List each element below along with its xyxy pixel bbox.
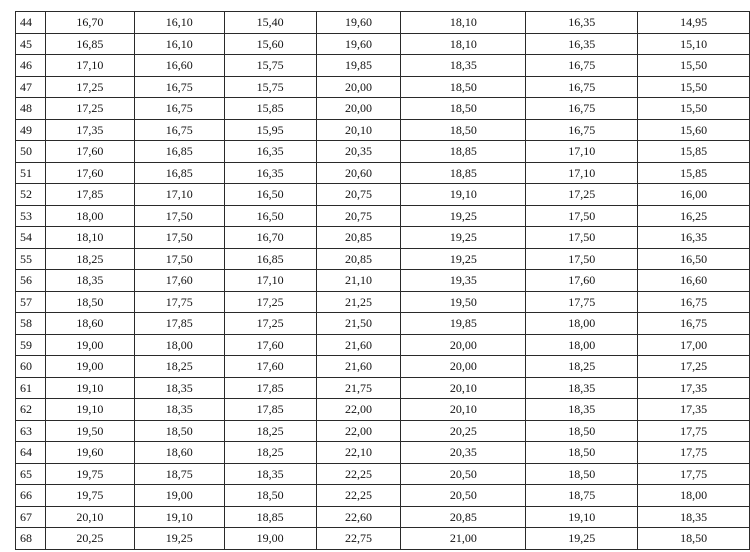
table-row	[16, 55, 750, 77]
table-cell: 17,10	[526, 162, 638, 184]
table-cell: 17,75	[638, 420, 750, 442]
table-cell: 15,40	[224, 12, 316, 34]
table-cell: 19,00	[224, 528, 316, 550]
row-index-cell: 46	[16, 55, 46, 77]
table-cell: 19,10	[526, 506, 638, 528]
table-row	[16, 291, 750, 313]
row-index-cell: 64	[16, 442, 46, 464]
table-row	[16, 76, 750, 98]
row-index-cell: 50	[16, 141, 46, 163]
table-cell: 15,75	[224, 76, 316, 98]
table-row	[16, 162, 750, 184]
table-row	[16, 463, 750, 485]
table-cell: 17,75	[638, 442, 750, 464]
table-cell: 17,75	[638, 463, 750, 485]
table-cell: 21,00	[401, 528, 526, 550]
table-cell: 16,75	[638, 291, 750, 313]
table-cell: 22,75	[316, 528, 401, 550]
table-cell: 18,50	[401, 98, 526, 120]
table-cell: 19,85	[401, 313, 526, 335]
table-cell: 22,60	[316, 506, 401, 528]
table-cell: 18,35	[638, 506, 750, 528]
row-index-cell: 51	[16, 162, 46, 184]
row-index-cell: 59	[16, 334, 46, 356]
table-cell: 19,60	[316, 33, 401, 55]
table-cell: 19,10	[401, 184, 526, 206]
table-body	[16, 12, 750, 550]
table-cell: 17,50	[526, 227, 638, 249]
table-cell: 16,10	[134, 12, 224, 34]
table-cell: 19,50	[45, 420, 134, 442]
table-cell: 20,50	[401, 485, 526, 507]
table-cell: 17,25	[45, 98, 134, 120]
table-cell: 20,85	[316, 248, 401, 270]
table-cell: 20,50	[401, 463, 526, 485]
table-cell: 16,35	[526, 12, 638, 34]
table-cell: 20,10	[401, 399, 526, 421]
table-cell: 20,85	[401, 506, 526, 528]
row-index-cell: 66	[16, 485, 46, 507]
table-cell: 16,85	[134, 162, 224, 184]
row-index-cell: 52	[16, 184, 46, 206]
table-cell: 18,60	[45, 313, 134, 335]
table-cell: 22,10	[316, 442, 401, 464]
table-cell: 18,75	[134, 463, 224, 485]
table-cell: 15,50	[638, 98, 750, 120]
table-cell: 17,25	[224, 313, 316, 335]
table-cell: 20,35	[401, 442, 526, 464]
table-cell: 16,35	[224, 162, 316, 184]
table-cell: 20,00	[401, 356, 526, 378]
table-cell: 18,00	[134, 334, 224, 356]
row-index-cell: 55	[16, 248, 46, 270]
table-cell: 16,50	[638, 248, 750, 270]
row-index-cell: 65	[16, 463, 46, 485]
table-cell: 20,60	[316, 162, 401, 184]
table-cell: 22,25	[316, 463, 401, 485]
table-cell: 17,60	[134, 270, 224, 292]
table-cell: 18,35	[526, 377, 638, 399]
table-cell: 22,25	[316, 485, 401, 507]
table-cell: 17,10	[224, 270, 316, 292]
table-cell: 17,85	[45, 184, 134, 206]
table-cell: 19,00	[134, 485, 224, 507]
table-cell: 16,60	[134, 55, 224, 77]
table-cell: 21,25	[316, 291, 401, 313]
table-cell: 18,10	[45, 227, 134, 249]
table-cell: 15,50	[638, 76, 750, 98]
table-cell: 17,50	[134, 248, 224, 270]
table-cell: 19,25	[401, 205, 526, 227]
table-cell: 19,85	[316, 55, 401, 77]
table-cell: 16,75	[638, 313, 750, 335]
table-cell: 22,00	[316, 399, 401, 421]
table-cell: 16,85	[224, 248, 316, 270]
table-cell: 17,60	[224, 356, 316, 378]
table-cell: 18,25	[134, 356, 224, 378]
table-cell: 16,50	[224, 205, 316, 227]
table-cell: 19,25	[401, 227, 526, 249]
table-cell: 20,00	[316, 76, 401, 98]
table-cell: 18,60	[134, 442, 224, 464]
table-cell: 15,10	[638, 33, 750, 55]
table-cell: 18,00	[45, 205, 134, 227]
table-cell: 17,10	[134, 184, 224, 206]
table-cell: 18,85	[401, 141, 526, 163]
table-cell: 17,25	[638, 356, 750, 378]
table-cell: 21,10	[316, 270, 401, 292]
table-cell: 19,75	[45, 463, 134, 485]
table-cell: 19,10	[45, 399, 134, 421]
table-cell: 15,85	[638, 141, 750, 163]
table-cell: 22,00	[316, 420, 401, 442]
table-cell: 17,60	[526, 270, 638, 292]
table-cell: 17,35	[638, 377, 750, 399]
table-cell: 21,50	[316, 313, 401, 335]
table-cell: 17,10	[526, 141, 638, 163]
table-cell: 17,85	[134, 313, 224, 335]
table-row	[16, 334, 750, 356]
table-cell: 16,70	[224, 227, 316, 249]
table-cell: 17,50	[526, 248, 638, 270]
table-cell: 18,50	[526, 442, 638, 464]
table-cell: 18,50	[526, 463, 638, 485]
table-cell: 15,50	[638, 55, 750, 77]
table-cell: 18,85	[224, 506, 316, 528]
table-cell: 17,25	[526, 184, 638, 206]
table-cell: 17,60	[224, 334, 316, 356]
table-cell: 18,35	[224, 463, 316, 485]
row-index-cell: 67	[16, 506, 46, 528]
row-index-cell: 58	[16, 313, 46, 335]
table-cell: 16,35	[638, 227, 750, 249]
table-row	[16, 12, 750, 34]
table-cell: 15,60	[224, 33, 316, 55]
table-cell: 16,75	[526, 76, 638, 98]
table-cell: 18,00	[526, 313, 638, 335]
table-cell: 18,50	[401, 119, 526, 141]
table-cell: 19,25	[526, 528, 638, 550]
table-cell: 19,00	[45, 356, 134, 378]
row-index-cell: 60	[16, 356, 46, 378]
table-cell: 18,00	[526, 334, 638, 356]
table-row	[16, 313, 750, 335]
table-cell: 20,75	[316, 184, 401, 206]
table-cell: 20,35	[316, 141, 401, 163]
table-cell: 18,35	[526, 399, 638, 421]
row-index-cell: 68	[16, 528, 46, 550]
table-cell: 17,10	[45, 55, 134, 77]
table-cell: 16,35	[526, 33, 638, 55]
table-cell: 16,75	[134, 98, 224, 120]
table-row	[16, 399, 750, 421]
table-cell: 18,50	[134, 420, 224, 442]
table-cell: 15,60	[638, 119, 750, 141]
table-cell: 17,50	[134, 205, 224, 227]
table-cell: 18,50	[638, 528, 750, 550]
table-cell: 15,75	[224, 55, 316, 77]
table-row	[16, 356, 750, 378]
table-cell: 16,75	[134, 119, 224, 141]
table-cell: 19,25	[134, 528, 224, 550]
table-cell: 20,10	[45, 506, 134, 528]
table-cell: 16,85	[134, 141, 224, 163]
document-page	[15, 11, 750, 550]
table-cell: 16,85	[45, 33, 134, 55]
table-cell: 17,75	[134, 291, 224, 313]
table-cell: 17,50	[526, 205, 638, 227]
table-row	[16, 33, 750, 55]
table-cell: 18,25	[224, 420, 316, 442]
table-cell: 16,75	[526, 55, 638, 77]
table-cell: 15,95	[224, 119, 316, 141]
table-cell: 21,60	[316, 356, 401, 378]
table-cell: 18,50	[526, 420, 638, 442]
row-index-cell: 53	[16, 205, 46, 227]
table-row	[16, 98, 750, 120]
table-cell: 16,60	[638, 270, 750, 292]
table-cell: 20,85	[316, 227, 401, 249]
table-cell: 20,25	[45, 528, 134, 550]
table-cell: 18,35	[401, 55, 526, 77]
row-index-cell: 48	[16, 98, 46, 120]
table-cell: 18,00	[638, 485, 750, 507]
table-cell: 18,50	[401, 76, 526, 98]
table-cell: 18,10	[401, 33, 526, 55]
table-cell: 16,75	[526, 119, 638, 141]
table-cell: 17,25	[45, 76, 134, 98]
table-row	[16, 205, 750, 227]
table-cell: 16,75	[526, 98, 638, 120]
table-cell: 19,75	[45, 485, 134, 507]
table-row	[16, 528, 750, 550]
table-cell: 19,50	[401, 291, 526, 313]
table-cell: 18,25	[45, 248, 134, 270]
table-cell: 17,35	[45, 119, 134, 141]
row-index-cell: 61	[16, 377, 46, 399]
table-cell: 20,25	[401, 420, 526, 442]
table-cell: 16,00	[638, 184, 750, 206]
table-row	[16, 377, 750, 399]
row-index-cell: 56	[16, 270, 46, 292]
row-index-cell: 57	[16, 291, 46, 313]
table-cell: 17,85	[224, 377, 316, 399]
table-cell: 17,60	[45, 141, 134, 163]
table-cell: 19,25	[401, 248, 526, 270]
table-cell: 14,95	[638, 12, 750, 34]
row-index-cell: 44	[16, 12, 46, 34]
table-cell: 19,00	[45, 334, 134, 356]
table-cell: 17,50	[134, 227, 224, 249]
table-row	[16, 442, 750, 464]
table-cell: 18,50	[224, 485, 316, 507]
row-index-cell: 63	[16, 420, 46, 442]
table-cell: 17,25	[224, 291, 316, 313]
table-cell: 17,35	[638, 399, 750, 421]
table-cell: 20,75	[316, 205, 401, 227]
table-cell: 16,50	[224, 184, 316, 206]
row-index-cell: 54	[16, 227, 46, 249]
table-cell: 15,85	[224, 98, 316, 120]
table-cell: 17,00	[638, 334, 750, 356]
row-index-cell: 45	[16, 33, 46, 55]
table-cell: 19,10	[45, 377, 134, 399]
table-cell: 18,10	[401, 12, 526, 34]
table-cell: 18,50	[45, 291, 134, 313]
table-cell: 17,75	[526, 291, 638, 313]
table-row	[16, 141, 750, 163]
table-cell: 20,00	[316, 98, 401, 120]
table-cell: 16,25	[638, 205, 750, 227]
table-row	[16, 248, 750, 270]
row-index-cell: 47	[16, 76, 46, 98]
table-cell: 16,70	[45, 12, 134, 34]
table-row	[16, 184, 750, 206]
table-cell: 18,25	[224, 442, 316, 464]
table-cell: 18,35	[134, 399, 224, 421]
table-cell: 19,10	[134, 506, 224, 528]
table-cell: 19,60	[45, 442, 134, 464]
table-cell: 16,10	[134, 33, 224, 55]
row-index-cell: 49	[16, 119, 46, 141]
table-row	[16, 485, 750, 507]
table-row	[16, 420, 750, 442]
data-table	[15, 11, 750, 550]
table-cell: 20,00	[401, 334, 526, 356]
table-cell: 18,85	[401, 162, 526, 184]
table-cell: 15,85	[638, 162, 750, 184]
table-cell: 19,35	[401, 270, 526, 292]
table-cell: 17,85	[224, 399, 316, 421]
table-cell: 20,10	[316, 119, 401, 141]
table-cell: 20,10	[401, 377, 526, 399]
table-cell: 19,60	[316, 12, 401, 34]
table-cell: 16,75	[134, 76, 224, 98]
table-cell: 18,75	[526, 485, 638, 507]
table-cell: 17,60	[45, 162, 134, 184]
table-cell: 18,35	[134, 377, 224, 399]
table-cell: 18,35	[45, 270, 134, 292]
table-cell: 21,75	[316, 377, 401, 399]
row-index-cell: 62	[16, 399, 46, 421]
table-row	[16, 506, 750, 528]
table-row	[16, 119, 750, 141]
table-row	[16, 227, 750, 249]
table-cell: 18,25	[526, 356, 638, 378]
table-cell: 21,60	[316, 334, 401, 356]
table-cell: 16,35	[224, 141, 316, 163]
table-row	[16, 270, 750, 292]
